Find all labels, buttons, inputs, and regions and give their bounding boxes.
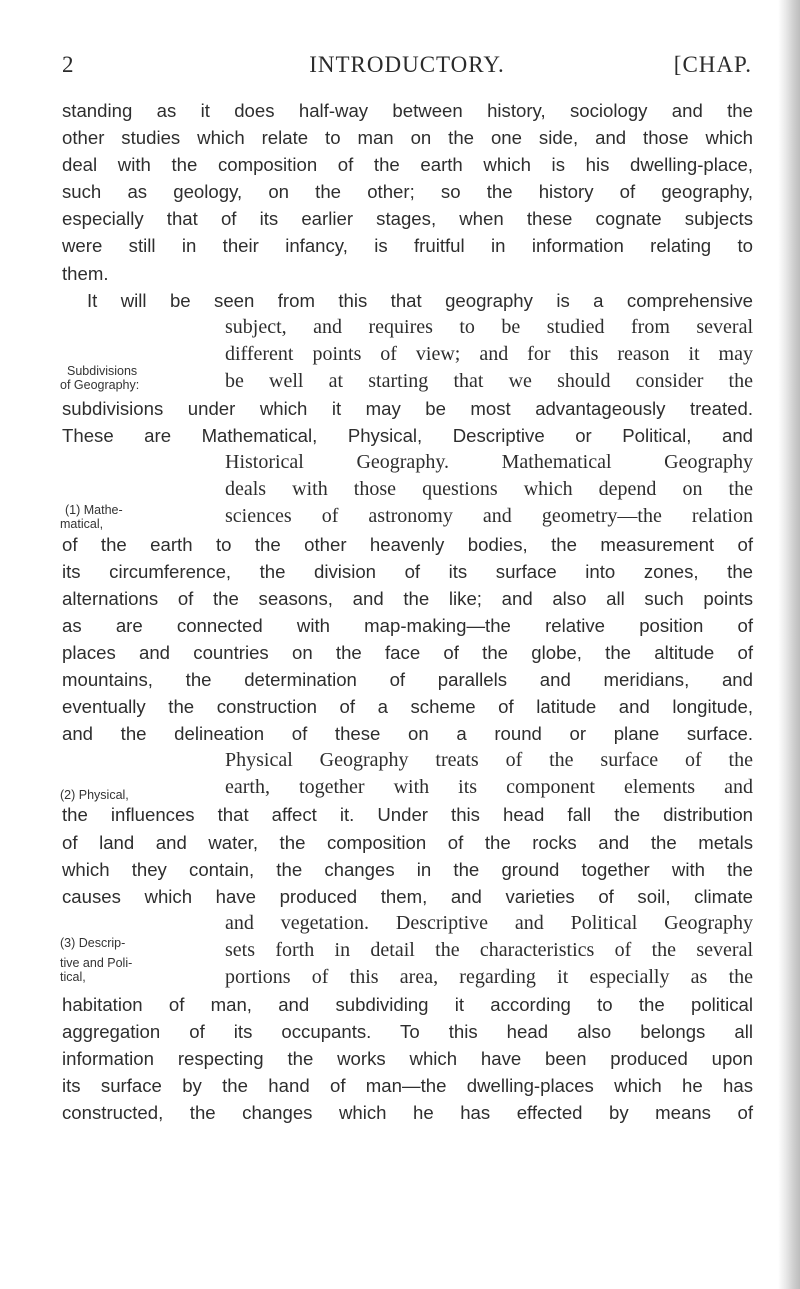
text-line: its circumference, the division of its surface into zones, the xyxy=(62,560,753,582)
running-title: INTRODUCTORY. xyxy=(309,52,505,77)
text-line: deals with those questions which depend on the xyxy=(225,478,753,501)
sidenote-descriptive xyxy=(60,936,178,984)
text-line: sets forth in detail the characteristics of the several xyxy=(225,938,753,961)
text-line: Historical Geography. Mathematical Geography xyxy=(225,451,753,474)
sidenote-line: tive and Poli- xyxy=(60,956,133,970)
text-line: were still in their infancy, is fruitful in information relating to xyxy=(62,235,753,257)
text-line: These are Mathematical, Physical, Descriptive or Political, and xyxy=(62,425,753,447)
text-line: portions of this area, regarding it especially as the xyxy=(225,966,753,988)
text-line: earth, together with its component elements and xyxy=(225,776,753,799)
text-line: which they contain, the changes in the ground together with the xyxy=(62,858,753,880)
text-line: causes which have produced them, and varieties of soil, climate xyxy=(62,885,753,907)
text-line: the influences that affect it. Under this head fall the distribution xyxy=(62,804,753,826)
page-header xyxy=(62,52,752,82)
sidenote-mathematical xyxy=(60,503,178,531)
text-line: habitation of man, and subdividing it according to the political xyxy=(62,994,753,1016)
text-line: different points of view; and for this reason it may xyxy=(225,342,753,365)
text-line: of land and water, the composition of the rocks and the metals xyxy=(62,831,753,853)
text-line: It will be seen from this that geography is a comprehensive xyxy=(87,289,753,311)
sidenote-line: (1) Mathe- xyxy=(65,503,123,517)
sidenote-physical xyxy=(60,788,178,802)
sidenote-subdivisions xyxy=(60,364,178,392)
text-line: subdivisions under which it may be most advantageously treated. xyxy=(62,398,753,420)
text-line: information respecting the works which have been produced upon xyxy=(62,1048,753,1070)
sidenote-line: (3) Descrip- xyxy=(60,936,126,950)
sidenote-line: (2) Physical, xyxy=(60,788,129,802)
text-line: especially that of its earlier stages, when these cognate subjects xyxy=(62,208,753,230)
text-line: of the earth to the other heavenly bodies, the measurement of xyxy=(62,533,753,555)
text-line: alternations of the seasons, and the like; and also all such points xyxy=(62,587,753,609)
text-line: sciences of astronomy and geometry—the relation xyxy=(225,505,753,528)
text-line: aggregation of its occupants. To this head also belongs all xyxy=(62,1021,753,1043)
text-line: subject, and requires to be studied from several xyxy=(225,315,753,338)
text-line: eventually the construction of a scheme of latitude and longitude, xyxy=(62,696,753,718)
sidenote-line: Subdivisions xyxy=(67,364,138,378)
text-line: deal with the composition of the earth which is his dwelling-place, xyxy=(62,154,753,176)
text-line: such as geology, on the other; so the history of geography, xyxy=(62,181,753,203)
chapter-label: [CHAP. xyxy=(673,52,752,77)
text-line: other studies which relate to man on the one side, and those which xyxy=(62,127,753,149)
text-line: constructed, the changes which he has effected by means of xyxy=(62,1102,753,1124)
text-line: and vegetation. Descriptive and Political Geography xyxy=(225,911,753,934)
text-line: as are connected with map-making—the relative position of xyxy=(62,614,753,636)
sidenote-line: matical, xyxy=(60,517,104,531)
text-line: Physical Geography treats of the surface of the xyxy=(225,749,753,772)
text-line: them. xyxy=(62,262,109,284)
text-line: places and countries on the face of the globe, the altitude of xyxy=(62,641,753,663)
text-line: mountains, the determination of parallels and meridians, and xyxy=(62,668,753,690)
text-line: be well at starting that we should consider the xyxy=(225,369,753,392)
sidenote-line: of Geography: xyxy=(60,378,140,392)
text-line: its surface by the hand of man—the dwelling-places which he has xyxy=(62,1075,753,1097)
page-number: 2 xyxy=(62,52,75,77)
sidenote-line: tical, xyxy=(60,970,86,984)
text-line: and the delineation of these on a round or plane surface. xyxy=(62,723,753,745)
text-line: standing as it does half-way between history, sociology and the xyxy=(62,100,753,121)
